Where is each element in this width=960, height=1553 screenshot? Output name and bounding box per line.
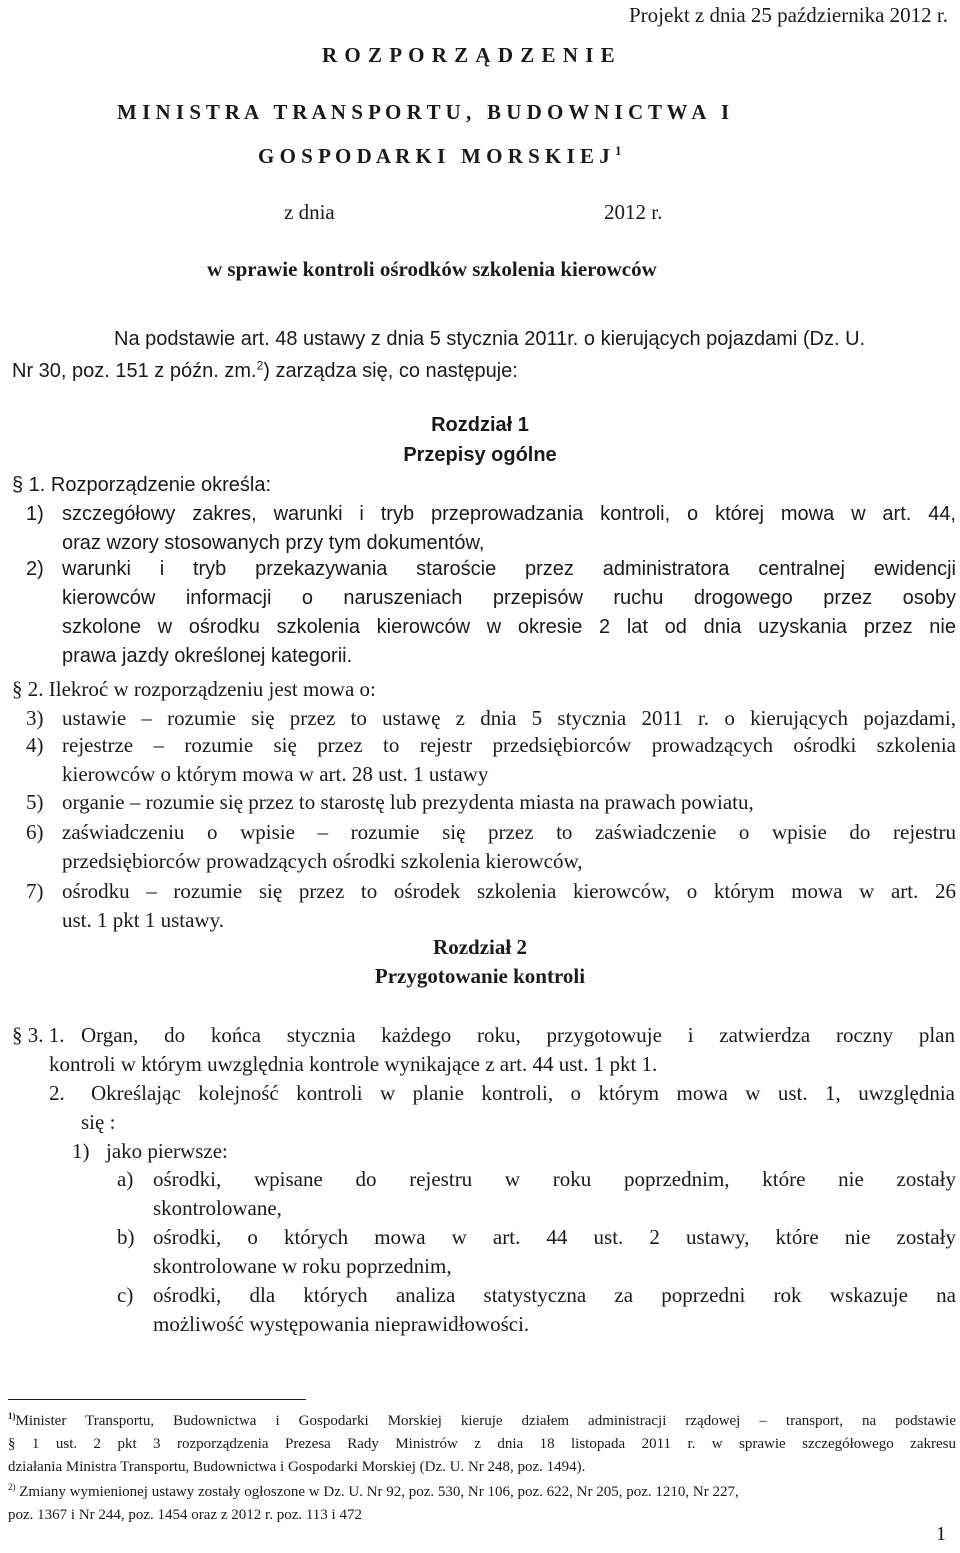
item-line: szczegółowy zakres, warunki i tryb przeprowadzania kontroli, o której mowa w art. 44, [62,503,956,525]
item-line: ust. 1 pkt 1 ustawy. [62,908,224,932]
par-3-number: § 3. 1. [12,1023,65,1047]
subject: w sprawie kontroli ośrodków szkolenia kierowców [207,257,657,281]
chapter-1-title: Rozdział 1 [431,414,529,436]
footnote-1 [8,1410,956,1479]
item-line: organie – rozumie się przez to starostę lub prezydenta miasta na prawach powiatu, [62,790,754,814]
footnote-line: poz. 1367 i Nr 244, poz. 1454 oraz z 2012 r. poz. 113 i 472 [8,1507,362,1523]
item-line: prawa jazdy określonej kategorii. [62,645,353,667]
preamble-text-b: ) zarządza się, co następuje: [263,360,518,382]
footnote-2 [8,1481,956,1527]
item-number: 2) [26,558,44,580]
footnote-mark: 2) [8,1482,16,1492]
chapter-1-subtitle: Przepisy ogólne [403,444,557,466]
par-2-lead: § 2. Ilekroć w rozporządzeniu jest mowa o: [12,677,376,701]
item-line: ustawie – rozumie się przez to ustawę z dnia 5 stycznia 2011 r. o kierujących pojazdami, [62,706,956,730]
sub-point-number: 1) [72,1139,90,1163]
page-number: 1 [936,1523,946,1545]
par-2-item-3 [26,703,956,733]
letter-line: ośrodki, wpisane do rejestru w roku poprzednim, które nie zostały [153,1167,956,1191]
project-date: Projekt z dnia 25 października 2012 r. [629,3,948,27]
item-number: 1) [26,503,44,525]
item-line: warunki i tryb przekazywania staroście przez administratora centralnej ewidencji [62,558,956,580]
par-3-line-1: Organ, do końca stycznia każdego roku, przygotowuje i zatwierdza roczny plan [81,1023,955,1047]
par-3-line-2: kontroli w którym uwzględnia kontrole wynikające z art. 44 ust. 1 pkt 1. [49,1052,658,1076]
ministry-line-2 [258,141,621,171]
footnote-separator [8,1399,306,1400]
preamble-line-2 [12,357,518,386]
letter-number: b) [117,1225,135,1249]
ministry-name: G O S P O D A R K I M O R S K I E J [258,144,610,168]
par-2-item-7 [26,876,956,936]
item-line: przedsiębiorców prowadzących ośrodki szkolenia kierowców, [62,849,583,873]
item-line: rejestrze – rozumie się przez to rejestr przedsiębiorców prowadzących ośrodki szkolenia [62,733,956,757]
letter-item-a [117,1164,957,1224]
letter-item-b [117,1222,957,1282]
par-1-item-1 [26,500,956,560]
letter-line: ośrodki, dla których analiza statystyczna za poprzedni rok wskazuje na [153,1283,956,1307]
chapter-2-title: Rozdział 2 [433,935,527,959]
footnote-ref-2: 2 [256,358,264,373]
chapter-2-subtitle: Przygotowanie kontroli [374,964,586,988]
item-number: 4) [26,733,44,757]
par-1-lead: § 1. Rozporządzenie określa: [12,474,272,496]
preamble-text-a: Nr 30, poz. 151 z późn. zm. [12,360,257,382]
letter-line: skontrolowane, [153,1196,282,1220]
par-3-ust-2-line-1: Określając kolejność kontroli w planie kontroli, o którym mowa w ust. 1, uwzględnia [91,1081,955,1105]
footnote-line: § 1 ust. 2 pkt 3 rozporządzenia Prezesa Rady Ministrów z dnia 18 listopada 2011 r. w sprawie szczegółowego zakresu [8,1436,956,1452]
item-line: zaświadczeniu o wpisie – rozumie się przez to zaświadczenie o wpisie do rejestru [62,820,956,844]
date-left: z dnia [284,200,335,224]
footnote-line [8,1410,956,1433]
document-title: R O Z P O R Z Ą D Z E N I E [322,43,616,67]
letter-item-c [117,1280,957,1340]
footnote-line [8,1481,956,1504]
item-line: kierowców informacji o naruszeniach przepisów ruchu drogowego przez osoby [62,587,956,609]
sub-point-text: jako pierwsze: [106,1139,228,1163]
footnote-ref-1: 1 [615,144,622,158]
preamble-line-1: Na podstawie art. 48 ustawy z dnia 5 stycznia 2011r. o kierujących pojazdami (Dz. U. [114,328,866,350]
par-3-ust-2-line-2: się : [81,1110,116,1134]
par-2-item-4 [26,730,956,790]
footnote-mark: 1) [8,1411,16,1421]
item-number: 6) [26,820,44,844]
item-line: oraz wzory stosowanych przy tym dokumentów, [62,532,485,554]
par-2-item-6 [26,817,956,877]
date-right: 2012 r. [604,200,663,224]
footnote-text: Zmiany wymienionej ustawy zostały ogłoszone w Dz. U. Nr 92, poz. 530, Nr 106, poz. 622, Nr 205, poz. 1210, Nr 227, [19,1484,739,1500]
letter-line: skontrolowane w roku poprzednim, [153,1254,452,1278]
item-number: 5) [26,790,44,814]
par-1-item-2 [26,555,956,675]
item-number: 7) [26,879,44,903]
item-line: ośrodku – rozumie się przez to ośrodek szkolenia kierowców, o którym mowa w art. 26 [62,879,956,903]
par-3-ust-2-number: 2. [49,1081,65,1105]
item-line: kierowców o którym mowa w art. 28 ust. 1 ustawy [62,762,489,786]
letter-number: a) [117,1167,134,1191]
footnote-line: działania Ministra Transportu, Budownictwa i Gospodarki Morskiej (Dz. U. Nr 248, poz. 1494). [8,1459,586,1475]
footnote-text: Minister Transportu, Budownictwa i Gospodarki Morskiej kieruje działem administracji rządowej – transport, na podstawie [15,1413,956,1429]
letter-number: c) [117,1283,134,1307]
item-line: szkolone w ośrodku szkolenia kierowców w okresie 2 lat od dnia uzyskania przez nie [62,616,956,638]
letter-line: ośrodki, o których mowa w art. 44 ust. 2 ustawy, które nie zostały [153,1225,956,1249]
par-2-item-5 [26,787,956,817]
item-number: 3) [26,706,44,730]
ministry-line-1: M I N I S T R A T R A N S P O R T U , B U D O W N I C T W A I [117,100,730,124]
letter-line: możliwość występowania nieprawidłowości. [153,1312,530,1336]
